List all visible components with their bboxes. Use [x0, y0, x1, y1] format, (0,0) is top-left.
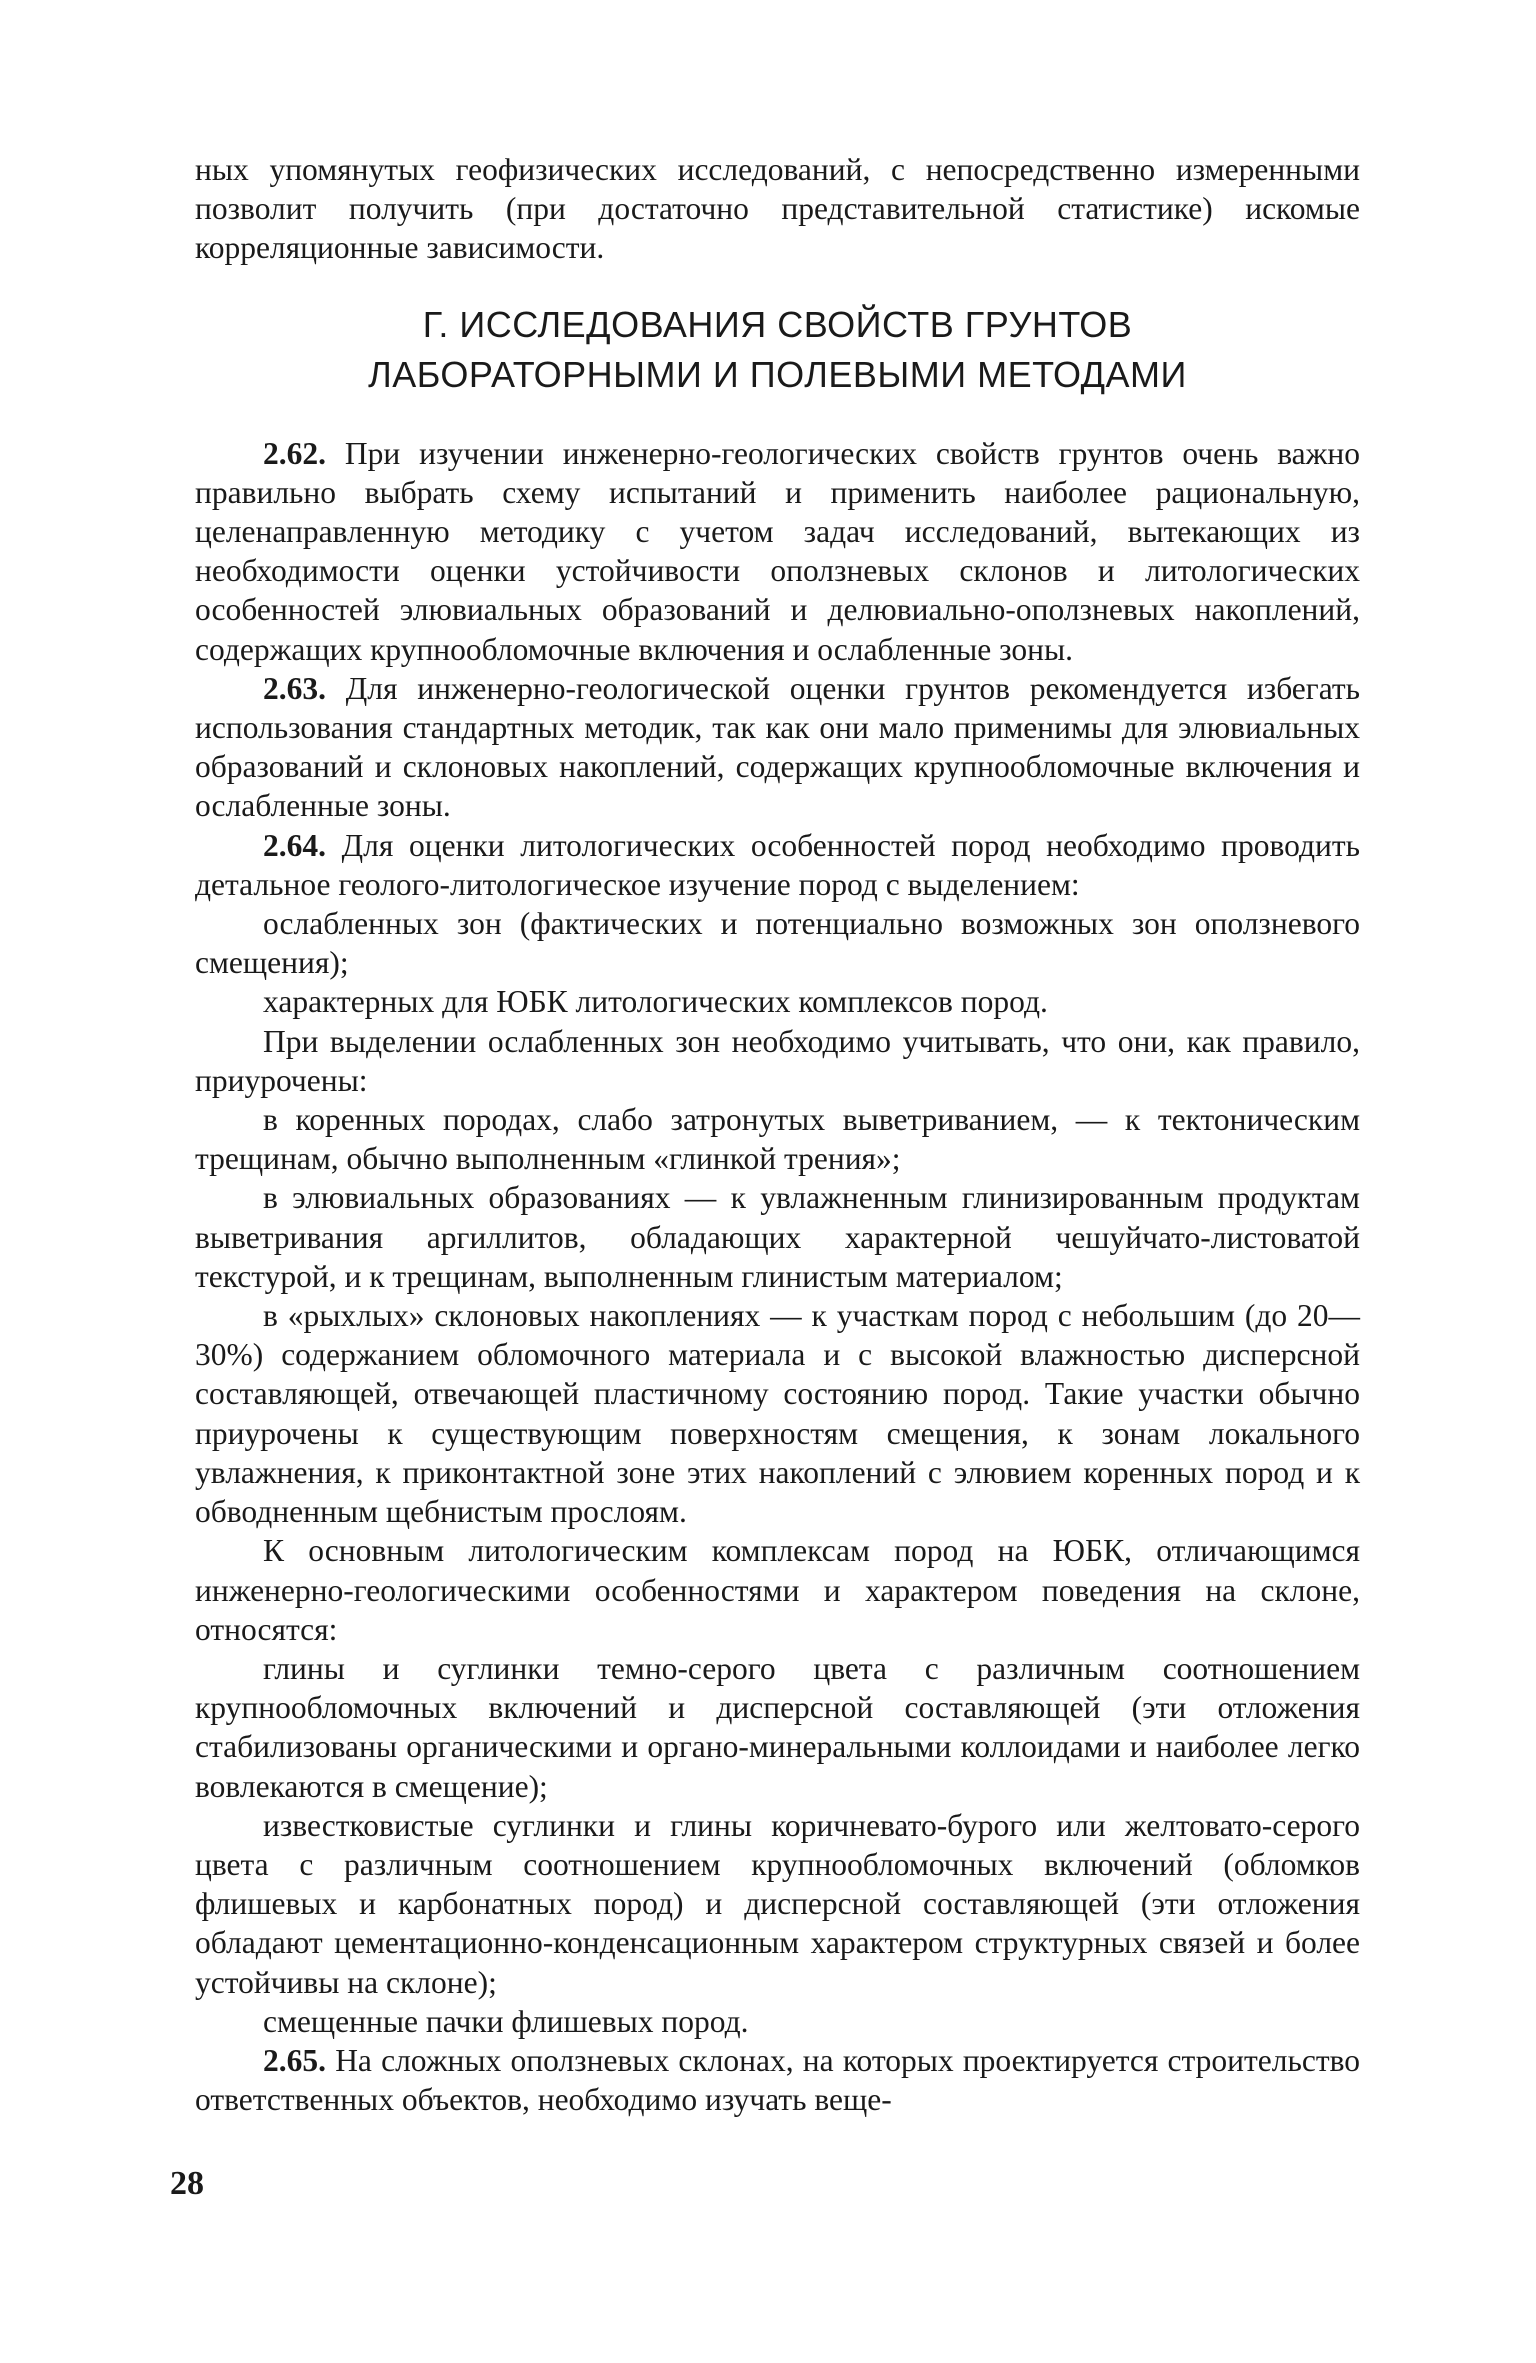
paragraph-number: 2.64.	[263, 827, 326, 863]
section-heading-line-2: ЛАБОРАТОРНЫМИ И ПОЛЕВЫМИ МЕТОДАМИ	[368, 353, 1187, 395]
page-body	[195, 150, 1360, 2119]
paragraph-text: На сложных оползневых склонах, на которых проектируется строительство ответственных объектов, необходимо изучать веще-	[195, 2042, 1360, 2118]
paragraph-number: 2.63.	[263, 670, 326, 706]
list-item: характерных для ЮБК литологических комплексов пород.	[263, 984, 1048, 1020]
list-item: в элювиальных образованиях — к увлажненным глинизированным продуктам выветривания аргиллитов, обладающих характерной чешуйчато-листоватой текстурой, и к трещинам, выполненным глинистым материалом;	[195, 1180, 1360, 1294]
paragraph-text: Для инженерно-геологической оценки грунтов рекомендуется избегать использования стандартных методик, так как они мало применимы для элювиальных образований и склоновых накоплений, содержащих крупнообломочные включения и ослабленные зоны.	[195, 670, 1360, 824]
paragraph-2-64	[195, 826, 1360, 904]
paragraph-text: Для оценки литологических особенностей пород необходимо проводить детальное геолого-литологическое изучение пород с выделением:	[195, 827, 1361, 902]
paragraph-2-63	[195, 669, 1360, 826]
paragraph-number: 2.62.	[263, 435, 326, 471]
complexes-intro: К основным литологическим комплексам пород на ЮБК, отличающимся инженерно-геологическими особенностями и характером поведения на склоне, относятся:	[195, 1533, 1360, 1647]
section-heading-line-1: Г. ИССЛЕДОВАНИЯ СВОЙСТВ ГРУНТОВ	[422, 303, 1133, 345]
paragraph-number: 2.65.	[263, 2042, 326, 2078]
page-number: 28	[170, 2165, 204, 2202]
list-item: смещенные пачки флишевых пород.	[263, 2003, 749, 2039]
list-item: в «рыхлых» склоновых накоплениях — к участкам пород с небольшим (до 20—30%) содержанием обломочного материала и с высокой влажностью дисперсной составляющей, отвечающей пластичному состоянию пород. Такие участки обычно приурочены к существующим поверхностям смещения, к зонам локального увлажнения, к приконтактной зоне этих накоплений с элювием коренных пород и к обводненным щебнистым прослоям.	[195, 1298, 1360, 1530]
paragraph-text: При изучении инженерно-геологических свойств грунтов очень важно правильно выбрать схему испытаний и применить наиболее рациональную, целенаправленную методику с учетом задач исследований, вытекающих из необходимости оценки устойчивости оползневых склонов и литологических особенностей элювиальных образований и делювиально-оползневых накоплений, содержащих крупнообломочные включения и ослабленные зоны.	[195, 435, 1361, 667]
list-item: ослабленных зон (фактических и потенциально возможных зон оползневого смещения);	[195, 906, 1360, 981]
zones-intro: При выделении ослабленных зон необходимо учитывать, что они, как правило, приурочены:	[195, 1023, 1360, 1098]
paragraph-2-65	[195, 2041, 1360, 2119]
intro-paragraph: ных упомянутых геофизических исследований, с непосредственно измеренными позволит получить (при достаточно представительной статистике) искомые корреляционные зависимости.	[195, 152, 1360, 266]
paragraph-2-62	[195, 434, 1360, 669]
list-item: известковистые суглинки и глины коричневато-бурого или желтовато-серого цвета с различным соотношением крупнообломочных включений (обломков флишевых и карбонатных пород) и дисперсной составляющей (эти отложения обладают цементационно-конденсационным характером структурных связей и более устойчивы на склоне);	[195, 1807, 1360, 2000]
list-item: в коренных породах, слабо затронутых выветриванием, — к тектоническим трещинам, обычно выполненным «глинкой трения»;	[195, 1102, 1360, 1177]
list-item: глины и суглинки темно-серого цвета с различным соотношением крупнообломочных включений и дисперсной составляющей (эти отложения стабилизованы органическими и органо-минеральными коллоидами и наиболее легко вовлекаются в смещение);	[195, 1650, 1360, 1804]
section-heading	[195, 300, 1360, 400]
